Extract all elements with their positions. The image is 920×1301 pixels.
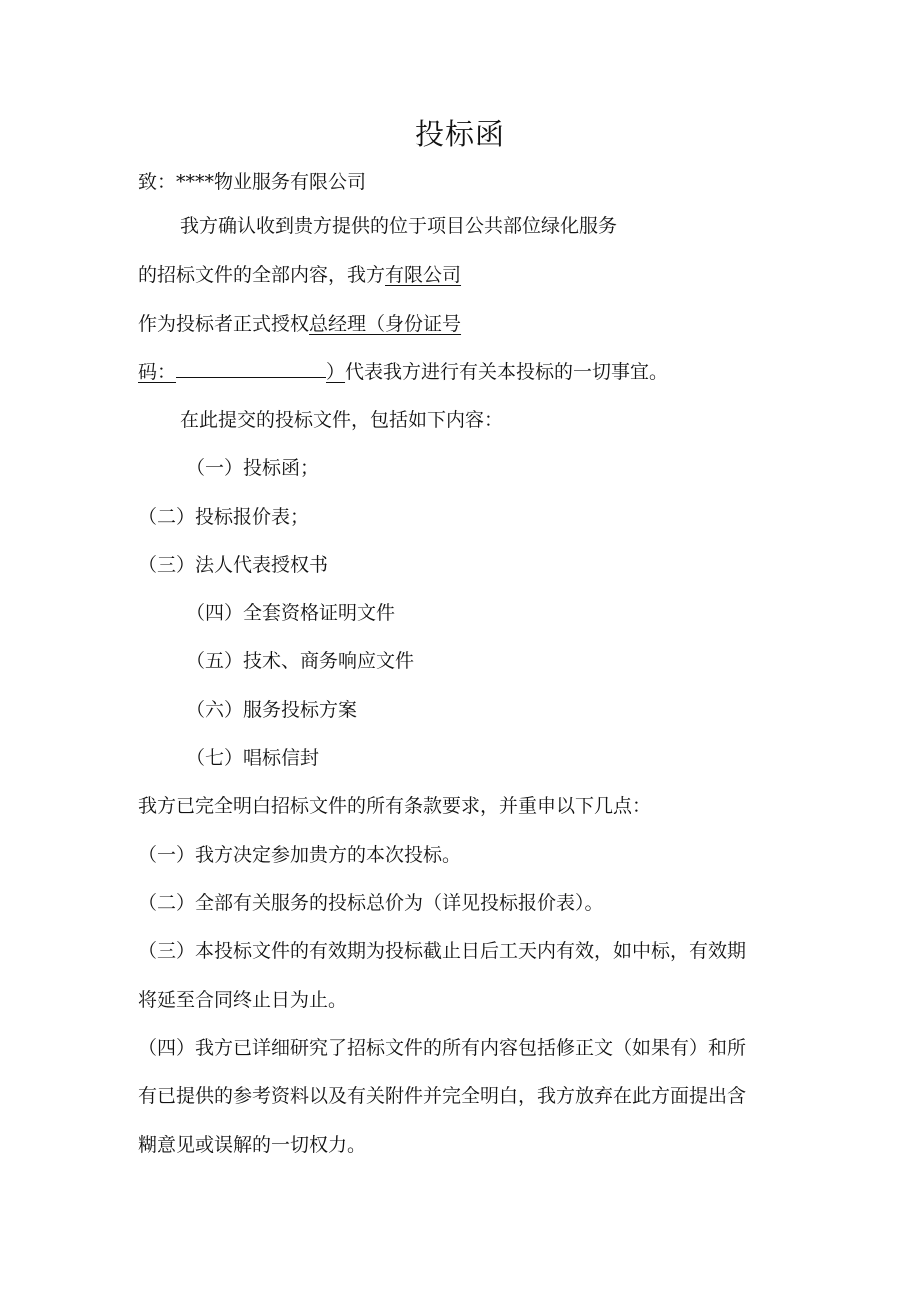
para1-line4 [138, 358, 668, 386]
para1-line2 [138, 261, 461, 289]
contents-item: （三）法人代表授权书 [138, 554, 329, 576]
id-number-blank [176, 358, 326, 378]
addressee-line: 致：****物业服务有限公司 [138, 171, 367, 193]
para2-intro: 在此提交的投标文件，包括如下内容： [180, 409, 504, 431]
para1-line2-text: 的招标文件的全部内容，我方 [138, 264, 386, 286]
contents-item: （五）技术、商务响应文件 [186, 650, 415, 672]
id-number-label: 码： [138, 361, 177, 383]
contents-item: （二）投标报价表； [138, 506, 310, 528]
point-3-line1: （三）本投标文件的有效期为投标截止日后工天内有效，如中标，有效期 [138, 940, 747, 962]
para1-line1: 我方确认收到贵方提供的位于项目公共部位绿化服务 [180, 215, 618, 237]
para1-line4-text: 代表我方进行有关本投标的一切事宜。 [345, 361, 669, 383]
point-4-line3: 糊意见或误解的一切权力。 [138, 1134, 367, 1156]
document-title: 投标函 [414, 117, 505, 151]
para1-line3 [138, 310, 461, 338]
id-number-close: ） [326, 361, 346, 383]
authorized-rep-field: 总经理（身份证号 [309, 313, 462, 335]
point-2: （二）全部有关服务的投标总价为（详见投标报价表）。 [138, 892, 604, 914]
bidder-company-field: 有限公司 [385, 264, 462, 286]
para1-line3-text: 作为投标者正式授权 [138, 313, 310, 335]
contents-item: （四）全套资格证明文件 [186, 602, 396, 624]
para3-intro: 我方已完全明白招标文件的所有条款要求，并重申以下几点： [138, 795, 652, 817]
contents-item: （六）服务投标方案 [186, 699, 358, 721]
point-4-line2: 有已提供的参考资料以及有关附件并完全明白，我方放弃在此方面提出含 [138, 1085, 747, 1107]
point-1: （一）我方决定参加贵方的本次投标。 [138, 844, 462, 866]
point-4-line1: （四）我方已详细研究了招标文件的所有内容包括修正文（如果有）和所 [138, 1037, 747, 1059]
contents-item: （七）唱标信封 [186, 747, 320, 769]
point-3-line2: 将延至合同终止日为止。 [138, 989, 348, 1011]
contents-item: （一）投标函； [186, 457, 320, 479]
